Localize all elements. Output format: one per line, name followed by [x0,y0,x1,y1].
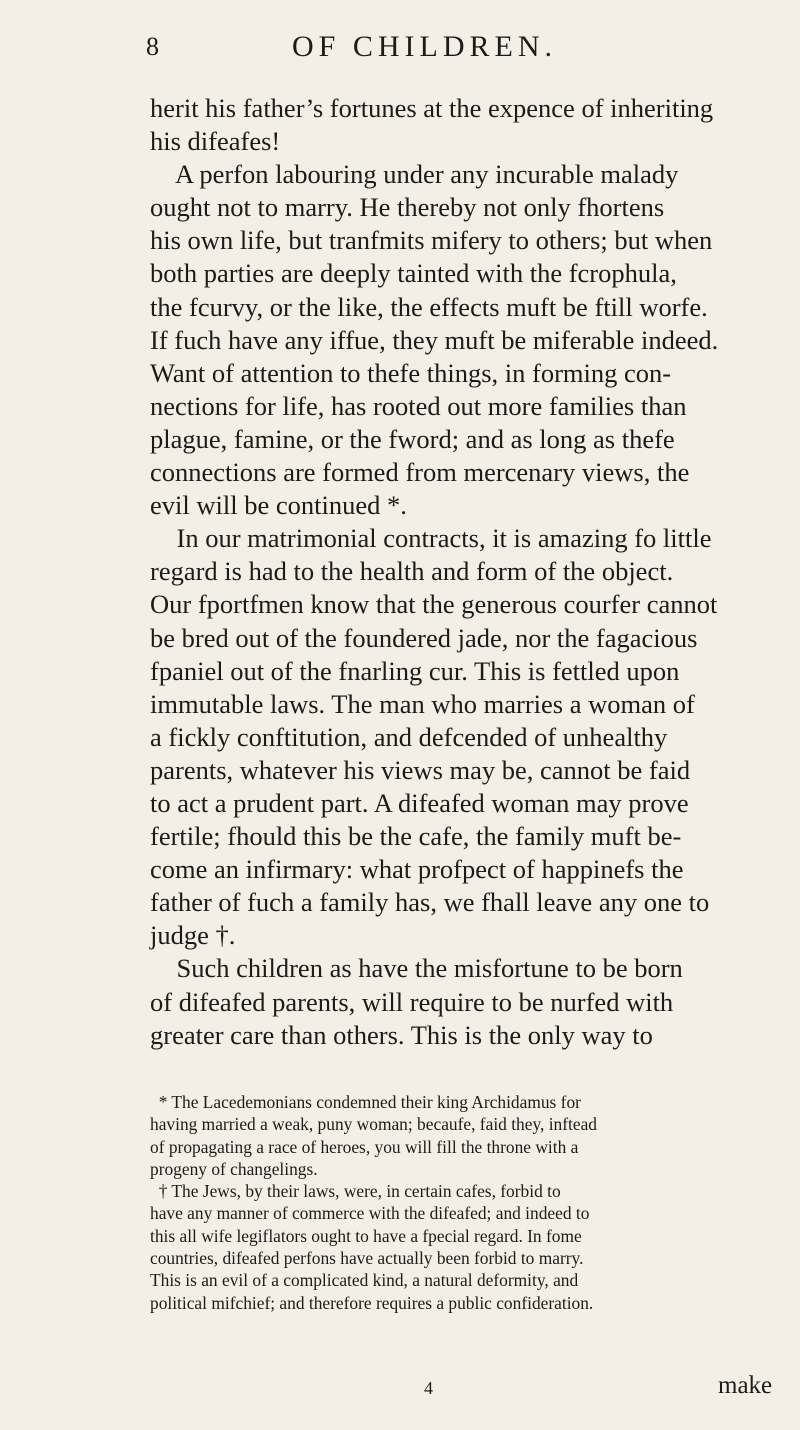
text-line: Our fportfmen know that the generous courfer cannot [150,589,718,620]
footnotes [150,1091,790,1314]
footnote-line: countries, difeafed perfons have actually been forbid to marry. [150,1248,584,1269]
footnote-line: This is an evil of a complicated kind, a natural deformity, and [150,1270,579,1291]
text-line: If fuch have any iffue, they muft be miferable indeed. [150,324,719,355]
text-line: herit his father’s fortunes at the expence of inheriting [150,93,714,123]
running-head: OF CHILDREN. [292,30,558,63]
text-line: his difeafes! [150,126,281,157]
text-line: his own life, but tranfmits mifery to others; but when [150,225,713,256]
text-line: be bred out of the foundered jade, nor the fagacious [150,622,698,653]
text-line: nections for life, has rooted out more families than [150,390,687,421]
text-line: father of fuch a family has, we fhall leave any one to [150,887,710,918]
footnote-line: have any manner of commerce with the difeafed; and indeed to [150,1203,590,1224]
footnote-line: this all wife legiflators ought to have a fpecial regard. In fome [150,1225,582,1246]
text-line: the fcurvy, or the like, the effects muft be ftill worfe. [150,291,708,322]
text-line: In our matrimonial contracts, it is amazing fo little [150,523,712,554]
text-line: ought not to marry. He thereby not only fhortens [150,192,665,223]
text-line: immutable laws. The man who marries a woman of [150,688,695,719]
footnote-line: having married a weak, puny woman; becaufe, faid they, inftead [150,1114,597,1135]
text-line: greater care than others. This is the only way to [150,1019,653,1050]
footnote-line: of propagating a race of heroes, you will fill the throne with a [150,1136,579,1157]
text-line: connections are formed from mercenary views, the [150,457,690,488]
body-text [150,92,790,1052]
footnote-line: progeny of changelings. [150,1158,318,1179]
text-line: Such children as have the misfortune to be born [150,953,683,984]
page-footer [0,1372,800,1408]
catchword: make [718,1372,773,1399]
footnote-line: political mifchief; and therefore requires a public confideration. [150,1292,594,1313]
page-header [0,28,800,68]
page-number: 8 [146,32,160,61]
footnote-line: † The Jews, by their laws, were, in certain cafes, forbid to [150,1181,561,1202]
text-line: fertile; fhould this be the cafe, the family muft be- [150,821,682,852]
text-line: plague, famine, or the fword; and as long as thefe [150,423,675,454]
text-line: both parties are deeply tainted with the fcrophula, [150,258,677,289]
text-line: of difeafed parents, will require to be nurfed with [150,986,674,1017]
text-line: to act a prudent part. A difeafed woman may prove [150,787,689,818]
signature-mark: 4 [424,1378,433,1398]
footnote-line: * The Lacedemonians condemned their king Archidamus for [150,1092,581,1112]
text-line: fpaniel out of the fnarling cur. This is fettled upon [150,655,680,686]
text-line: judge †. [150,920,236,951]
text-line: parents, whatever his views may be, cannot be faid [150,754,691,785]
text-line: regard is had to the health and form of the object. [150,556,674,587]
text-line: evil will be continued *. [150,490,407,521]
text-line: come an infirmary: what profpect of happinefs the [150,854,684,885]
text-line: Want of attention to thefe things, in forming con- [150,357,672,388]
text-line: A perfon labouring under any incurable malady [150,159,679,190]
text-line: a fickly conftitution, and defcended of unhealthy [150,721,668,752]
